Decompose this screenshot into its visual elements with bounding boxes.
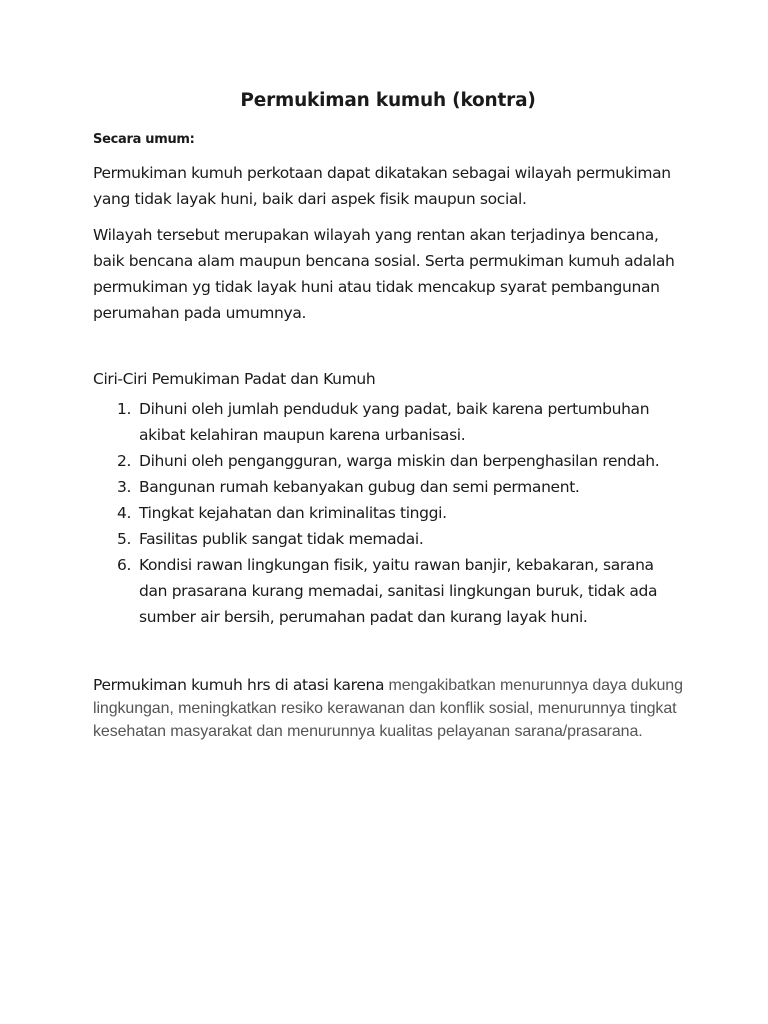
list-title: Ciri-Ciri Pemukiman Padat dan Kumuh (93, 370, 376, 388)
list-item-text: Kondisi rawan lingkungan fisik, yaitu rawan banjir, kebakaran, sarana dan prasarana kurang memadai, sanitasi lingkungan buruk, tidak ada sumber air bersih, perumahan padat dan kurang layak huni. (139, 556, 658, 626)
characteristics-list (93, 396, 683, 630)
list-item-number: 6. (117, 556, 132, 574)
list-item-text: Fasilitas publik sangat tidak memadai. (139, 530, 424, 548)
list-item-number: 4. (117, 504, 132, 522)
list-item-text: Tingkat kejahatan dan kriminalitas tinggi. (139, 504, 447, 522)
list-item (93, 448, 683, 474)
closing-paragraph (93, 674, 683, 743)
list-item (93, 500, 683, 526)
document-page (93, 86, 683, 759)
subheading: Secara umum: (93, 132, 195, 147)
closing-lead-text: Permukiman kumuh hrs di atasi karena (93, 676, 385, 694)
closing-rest-text: mengakibatkan menurunnya daya dukung lingkungan, meningkatkan resiko kerawanan dan konflik sosial, menurunnya tingkat kesehatan masyarakat dan menurunnya kualitas pelayanan sarana/prasarana. (93, 677, 683, 740)
list-item-number: 3. (117, 478, 132, 496)
list-item-text: Dihuni oleh pengangguran, warga miskin dan berpenghasilan rendah. (139, 452, 660, 470)
list-item (93, 396, 683, 448)
list-item-text: Dihuni oleh jumlah penduduk yang padat, baik karena pertumbuhan akibat kelahiran maupun karena urbanisasi. (139, 400, 650, 444)
list-item (93, 526, 683, 552)
paragraph-2: Wilayah tersebut merupakan wilayah yang rentan akan terjadinya bencana, baik bencana alam maupun bencana sosial. Serta permukiman kumuh adalah permukiman yg tidak layak huni atau tidak mencakup syarat pembangunan perumahan pada umumnya. (93, 226, 675, 322)
list-item (93, 474, 683, 500)
list-item-text: Bangunan rumah kebanyakan gubug dan semi permanent. (139, 478, 580, 496)
paragraph-1: Permukiman kumuh perkotaan dapat dikatakan sebagai wilayah permukiman yang tidak layak huni, baik dari aspek fisik maupun social. (93, 164, 671, 208)
document-title: Permukiman kumuh (kontra) (240, 90, 536, 111)
list-item (93, 552, 683, 630)
list-item-number: 1. (117, 400, 132, 418)
list-item-number: 2. (117, 452, 132, 470)
list-item-number: 5. (117, 530, 132, 548)
